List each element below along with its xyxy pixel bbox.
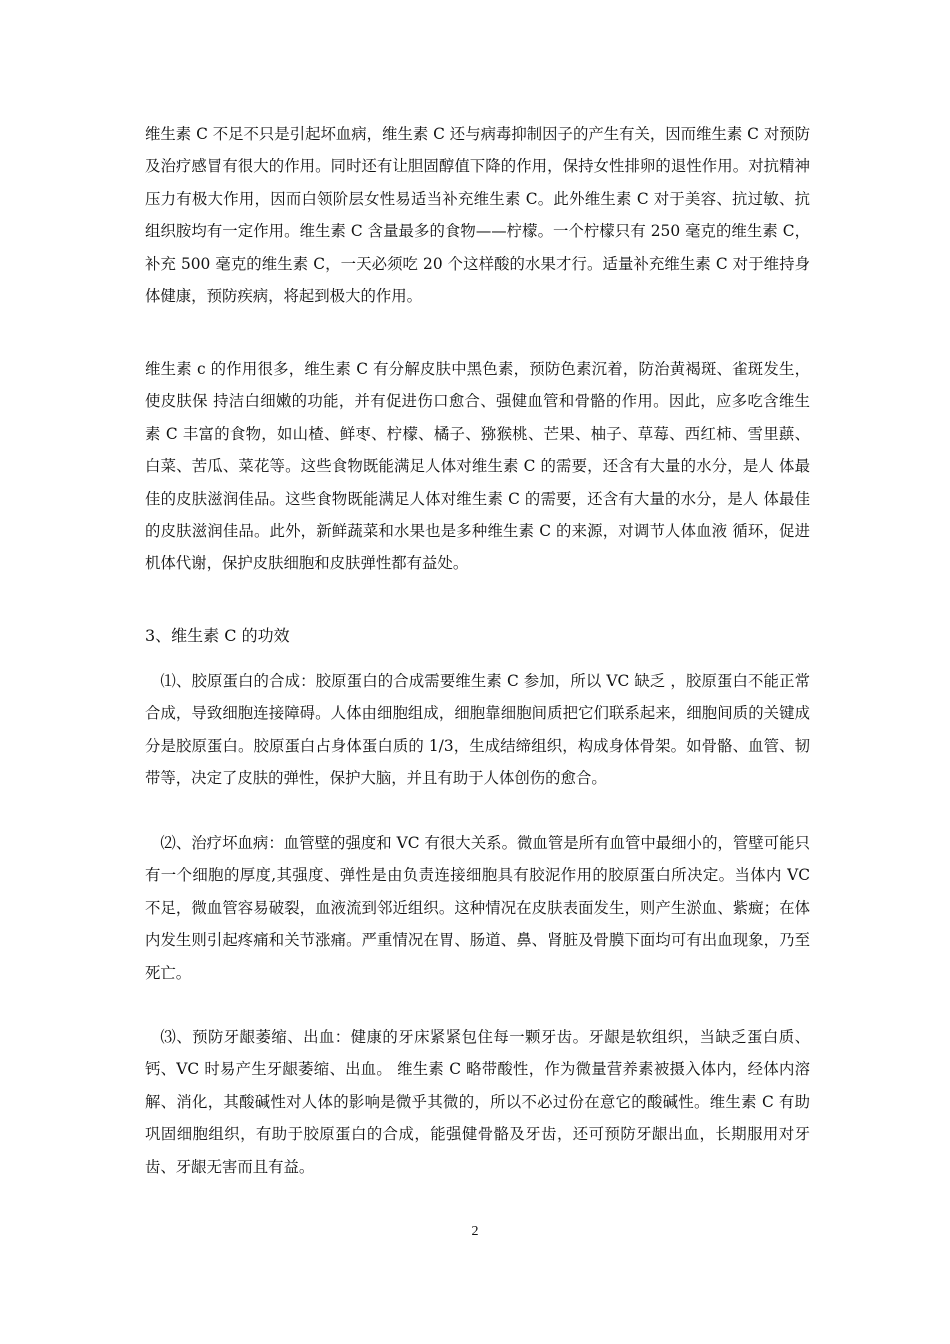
paragraph-vitamin-c-skin: 维生素 c 的作用很多，维生素 C 有分解皮肤中黑色素，预防色素沉着，防治黄褐斑、雀斑发生，使皮肤保 持洁白细嫩的功能，并有促进伤口愈合、强健血管和骨骼的作用。因此，应多吃含维生素 C 丰富的食物，如山楂、鲜枣、柠檬、橘子、猕猴桃、芒果、柚子、草莓、西红柿、雪里蕻、 白菜、苦瓜、菜花等。这些食物既能满足人体对维生素 C 的需要，还含有大量的水分，是人 体最佳的皮肤滋润佳品。这些食物既能满足人体对维生素 C 的需要，还含有大量的水分，是人 体最佳的皮肤滋润佳品。此外，新鲜蔬菜和水果也是多种维生素 C 的来源，对调节人体血液 循环，促进机体代谢，保护皮肤细胞和皮肤弹性都有益处。 — [145, 360, 810, 573]
paragraph-gum-protection: ⑶、预防牙龈萎缩、出血：健康的牙床紧紧包住每一颗牙齿。牙龈是软组织，当缺乏蛋白质、钙、VC 时易产生牙龈萎缩、出血。 维生素 C 略带酸性，作为微量营养素被摄入体内，经体内溶解、消化，其酸碱性对人体的影响是微乎其微的，所以不必过份在意它的酸碱性。维生素 C 有助巩固细胞组织，有助于胶原蛋白的合成，能强健骨骼及牙齿，还可预防牙龈出血，长期服用对牙齿、牙龈无害而且有益。 — [145, 1028, 810, 1176]
paragraph-collagen-synthesis: ⑴、胶原蛋白的合成：胶原蛋白的合成需要维生素 C 参加，所以 VC 缺乏 ，胶原蛋白不能正常合成，导致细胞连接障碍。人体由细胞组成，细胞靠细胞间质把它们联系起来，细胞间质的关键成分是胶原蛋白。胶原蛋白占身体蛋白质的 1/3，生成结缔组织，构成身体骨架。如骨骼、血管、韧带等，决定了皮肤的弹性，保护大脑，并且有助于人体创伤的愈合。 — [145, 672, 810, 788]
paragraph-vitamin-c-deficiency: 维生素 C 不足不只是引起坏血病，维生素 C 还与病毒抑制因子的产生有关，因而维生素 C 对预防及治疗感冒有很大的作用。同时还有让胆固醇值下降的作用，保持女性排卵的退性作用。对抗精神压力有极大作用，因而白领阶层女性易适当补充维生素 C。此外维生素 C 对于美容、抗过敏、抗组织胺均有一定作用。维生素 C 含量最多的食物——柠檬。一个柠檬只有 250 毫克的维生素 C，补充 500 毫克的维生素 C，一天必须吃 20 个这样酸的水果才行。适量补充维生素 C 对于维持身体健康，预防疾病，将起到极大的作用。 — [145, 125, 810, 306]
paragraph-scurvy-treatment: ⑵、治疗坏血病：血管壁的强度和 VC 有很大关系。微血管是所有血管中最细小的，管壁可能只有一个细胞的厚度,其强度、弹性是由负责连接细胞具有胶泥作用的胶原蛋白所决定。当体内 VC 不足，微血管容易破裂，血液流到邻近组织。这种情况在皮肤表面发生，则产生淤血、紫癍；在体内发生则引起疼痛和关节涨痛。严重情况在胃、肠道、鼻、肾脏及骨膜下面均可有出血现象，乃至死亡。 — [145, 834, 810, 982]
page-number: 2 — [471, 1224, 479, 1239]
section-heading-vitamin-c-effects: 3、维生素 C 的功效 — [145, 626, 290, 645]
